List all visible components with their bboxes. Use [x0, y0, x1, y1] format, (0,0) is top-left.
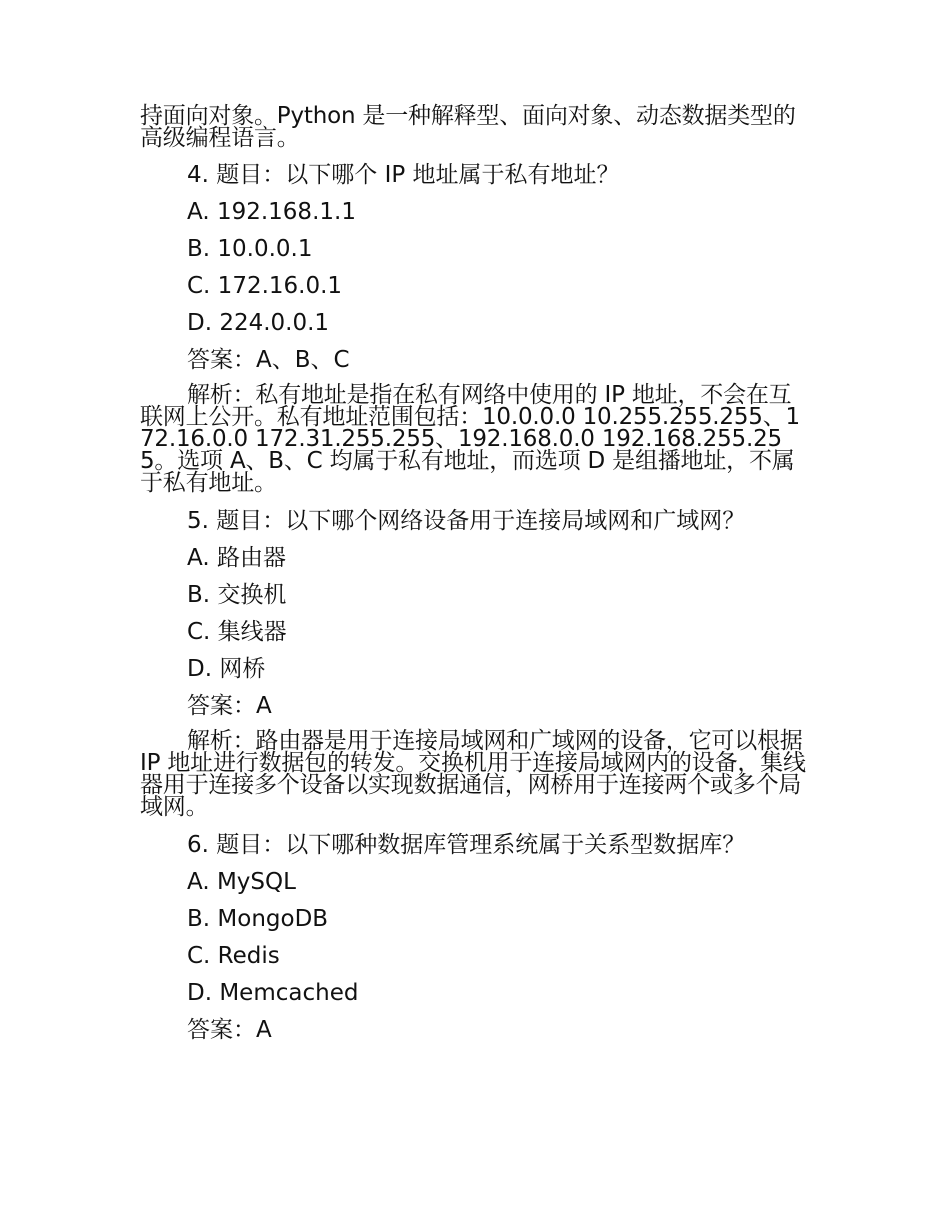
- q5-option-d: D. 网桥: [187, 656, 266, 682]
- q6-option-b: B. MongoDB: [187, 906, 329, 932]
- q6-option-c: C. Redis: [187, 943, 280, 969]
- q4-option-b: B. 10.0.0.1: [187, 236, 313, 262]
- q5-explanation: 解析：路由器是用于连接局域网和广域网的设备，它可以根据 IP 地址进行数据包的转发。交换机用于连接局域网内的设备，集线器用于连接多个设备以实现数据通信，网桥用于连接两个或多个局域网。: [140, 728, 806, 820]
- q5-answer: 答案：A: [187, 693, 272, 719]
- intro-paragraph: 持面向对象。Python 是一种解释型、面向对象、动态数据类型的高级编程语言。: [140, 103, 796, 151]
- q4-explanation: 解析：私有地址是指在私有网络中使用的 IP 地址，不会在互联网上公开。私有地址范围包括：10.0.0.0 10.255.255.255、172.16.0.0 172.31.255.255、192.168.0.0 192.168.255.255。选项 A、B、C 均属于私有地址，而选项 D 是组播地址，不属于私有地址。: [140, 382, 800, 496]
- q4-option-c: C. 172.16.0.1: [187, 273, 343, 299]
- q6-question: 6. 题目：以下哪种数据库管理系统属于关系型数据库？: [187, 832, 746, 858]
- q4-question: 4. 题目：以下哪个 IP 地址属于私有地址？: [187, 162, 620, 188]
- q6-answer: 答案：A: [187, 1017, 272, 1043]
- document-content: [140, 105, 812, 1054]
- q4-option-d: D. 224.0.0.1: [187, 310, 330, 336]
- q4-answer: 答案：A、B、C: [187, 347, 350, 373]
- q5-option-b: B. 交换机: [187, 582, 287, 608]
- q6-option-d: D. Memcached: [187, 980, 359, 1006]
- q5-question: 5. 题目：以下哪个网络设备用于连接局域网和广域网？: [187, 508, 746, 534]
- q5-option-a: A. 路由器: [187, 545, 286, 571]
- q6-option-a: A. MySQL: [187, 869, 296, 895]
- q5-option-c: C. 集线器: [187, 619, 287, 645]
- q4-option-a: A. 192.168.1.1: [187, 199, 356, 225]
